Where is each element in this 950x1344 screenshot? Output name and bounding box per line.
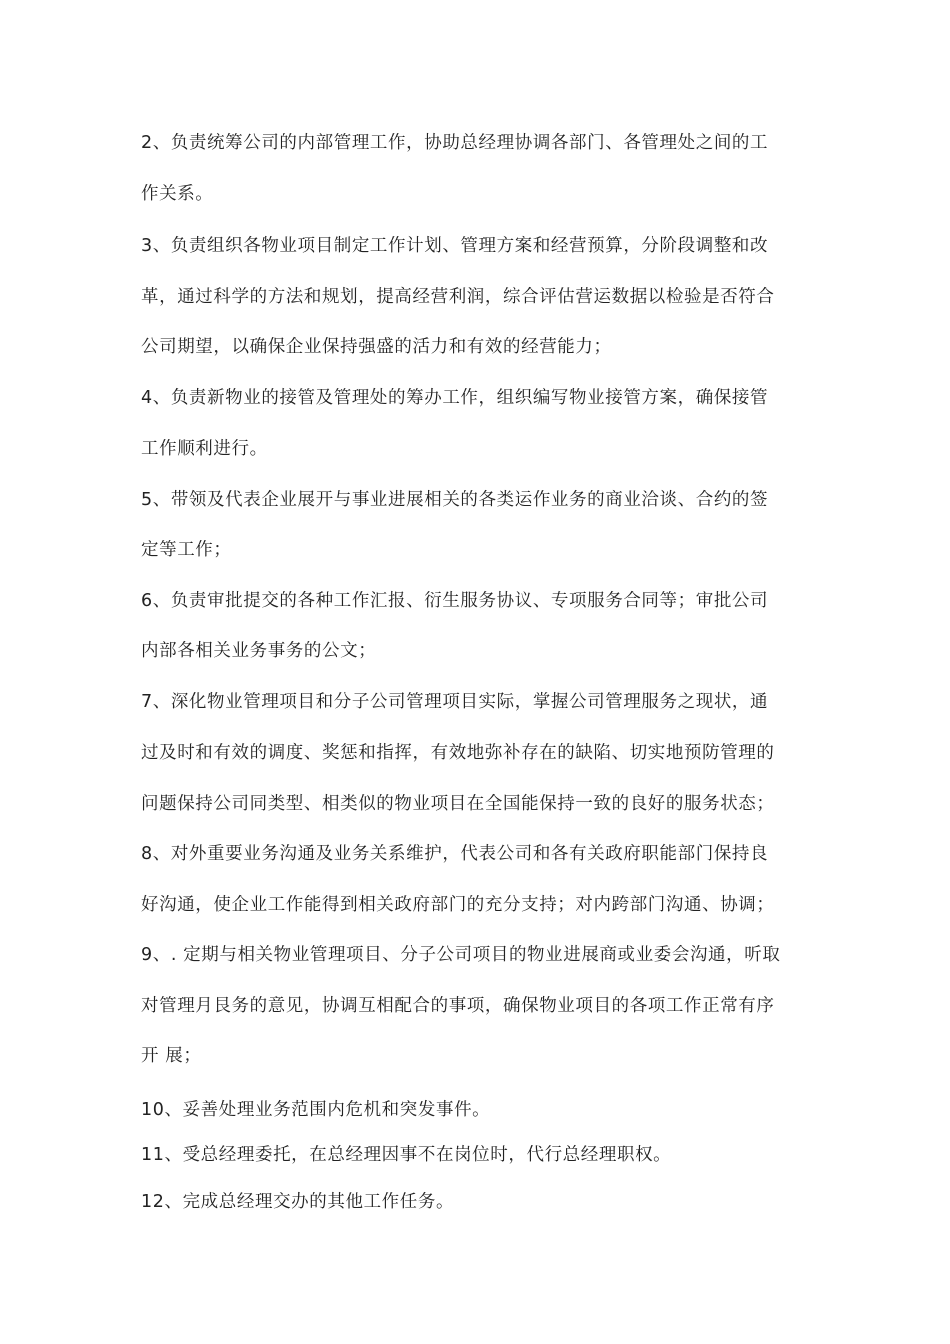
text-line: 3、负责组织各物业项目制定工作计划、管理方案和经营预算，分阶段调整和改 (141, 236, 769, 256)
text-line: 工作顺利进行。 (141, 439, 268, 459)
text-line: 革，通过科学的方法和规划，提高经营利润，综合评估营运数据以检验是否符合 (141, 287, 775, 307)
text-line: 9、. 定期与相关物业管理项目、分子公司项目的物业进展商或业委会沟通，听取 (141, 945, 781, 965)
text-line: 5、带领及代表企业展开与事业进展相关的各类运作业务的商业洽谈、合约的签 (141, 490, 769, 510)
text-line: 2、负责统筹公司的内部管理工作，协助总经理协调各部门、各管理处之间的工 (141, 133, 769, 153)
text-line: 过及时和有效的调度、奖惩和指挥，有效地弥补存在的缺陷、切实地预防管理的 (141, 743, 775, 763)
text-line: 问题保持公司同类型、相类似的物业项目在全国能保持一致的良好的服务状态； (141, 794, 775, 814)
text-line: 10、妥善处理业务范围内危机和突发事件。 (141, 1100, 491, 1120)
text-line: 定等工作； (141, 540, 232, 560)
text-line: 开 展； (141, 1046, 202, 1066)
text-line: 好沟通，使企业工作能得到相关政府部门的充分支持；对内跨部门沟通、协调； (141, 895, 775, 915)
text-line: 12、完成总经理交办的其他工作任务。 (141, 1192, 455, 1212)
text-line: 4、负责新物业的接管及管理处的筹办工作，组织编写物业接管方案，确保接管 (141, 388, 769, 408)
text-line: 8、对外重要业务沟通及业务关系维护，代表公司和各有关政府职能部门保持良 (141, 844, 769, 864)
text-line: 作关系。 (141, 184, 214, 204)
text-line: 内部各相关业务事务的公文； (141, 641, 377, 661)
text-line: 7、深化物业管理项目和分子公司管理项目实际，掌握公司管理服务之现状，通 (141, 692, 769, 712)
text-line: 对管理月艮务的意见，协调互相配合的事项，确保物业项目的各项工作正常有序 (141, 996, 775, 1016)
text-line: 6、负责审批提交的各种工作汇报、衍生服务协议、专项服务合同等；审批公司 (141, 591, 769, 611)
text-line: 11、受总经理委托，在总经理因事不在岗位时，代行总经理职权。 (141, 1145, 672, 1165)
text-line: 公司期望，以确保企业保持强盛的活力和有效的经营能力； (141, 337, 612, 357)
